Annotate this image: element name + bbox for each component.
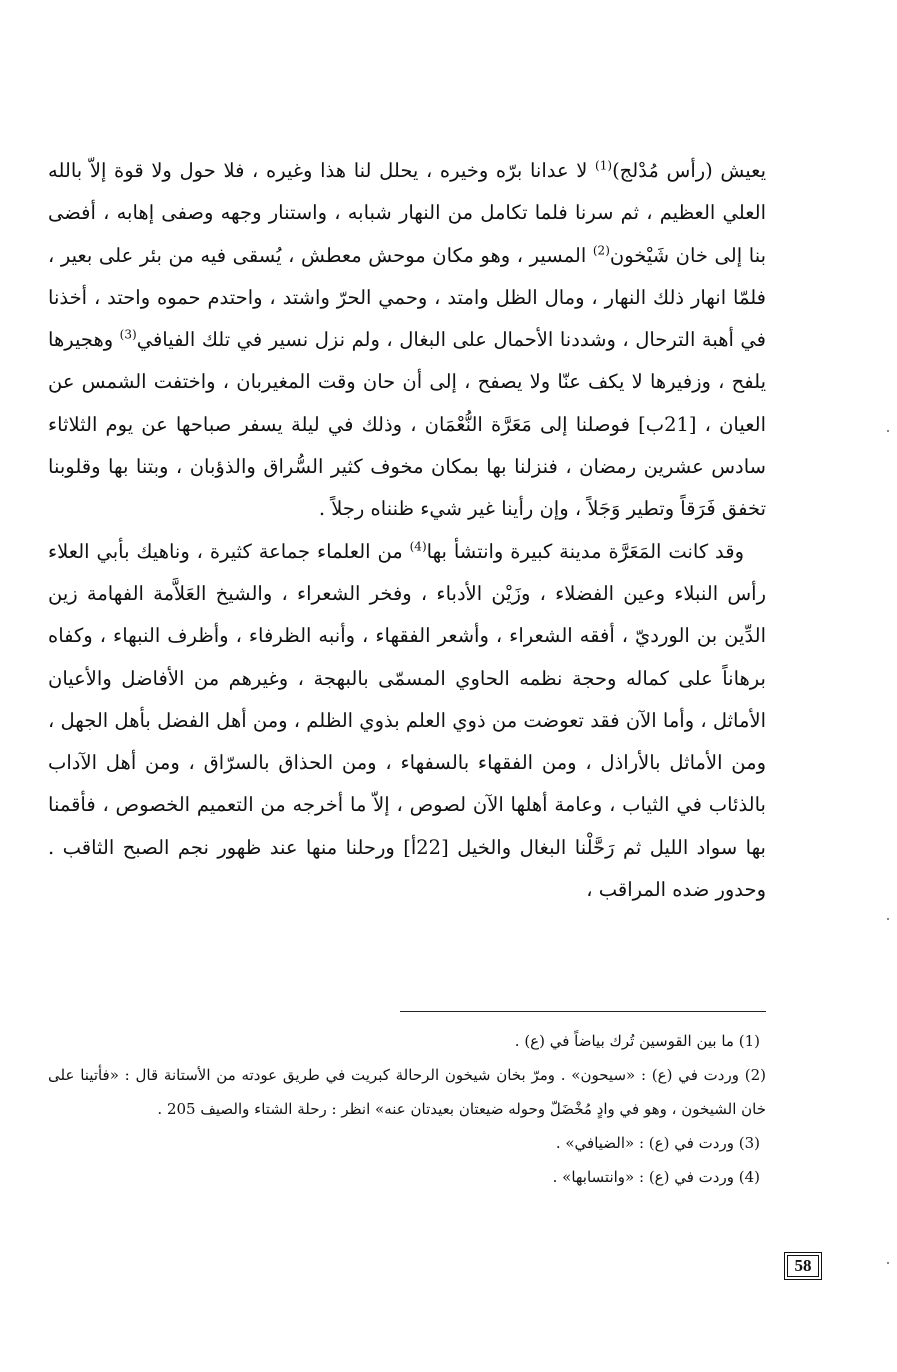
scan-mark — [887, 1262, 889, 1264]
footnote-2: (2) وردت في (ع) : «سيحون» . ومرّ بخان شيخون الرحالة كبريت في طريق عودته من الأستانة قال : «فأتينا على خان الشيخون ، وهو في وادٍ مُخْضَلّ وحوله ضيعتان بعيدتان عنه» انظر : رحلة الشتاء والصيف 205 . — [48, 1066, 766, 1118]
footnotes — [48, 1024, 766, 1194]
footnote-4: (4) وردت في (ع) : «وانتسابها» . — [552, 1168, 760, 1186]
text-run: لا عدانا برّه وخيره ، يحلل لنا هذا وغيره ، فلا حول ولا قوة إلاّ بالله العلي العظيم ، ثم سرنا فلما تكامل من النهار شبابه ، واستنار وجهه وصفى إهابه ، أفضى بنا إلى خان شَيْخون — [48, 159, 767, 267]
paragraph-1 — [48, 150, 766, 531]
footnote-3: (3) وردت في (ع) : «الضيافي» . — [555, 1134, 760, 1152]
footnote-ref-2: (2) — [592, 243, 610, 258]
footnote-ref-4: (4) — [409, 539, 427, 554]
text-run: وهجيرها يلفح ، وزفيرها لا يكف عنّا ولا يصفح ، إلى أن حان وقت المغيربان ، واختفت الشمس عن العيان ، [21ب] فوصلنا إلى مَعَرَّة النُّعْمَان ، وذلك في ليلة يسفر صباحها عن يوم الثلاثاء سادس عشرين رمضان ، فنزلنا بها بمكان مخوف كثير السُّراق والذؤبان ، وبتنا بها وقلوبنا تخفق فَرَقاً وتطير وَجَلاً ، وإن رأينا غير شيء ظنناه رجلاً . — [48, 328, 766, 521]
page-number: 58 — [784, 1252, 822, 1280]
main-text — [48, 150, 766, 911]
footnote-ref-1: (1) — [595, 158, 613, 173]
footnote-1: (1) ما بين القوسين تُرك بياضاً في (ع) . — [514, 1032, 760, 1050]
text-run: المسير ، وهو مكان موحش معطش ، يُسقى فيه من بئر على بعير ، فلمّا انهار ذلك النهار ، ومال الظل وامتد ، وحمي الحرّ واشتد ، واحتدم حموه واحتد ، أخذنا في أهبة الترحال ، وشددنا الأحمال على البغال ، ولم نزل نسير في تلك الفيافي — [48, 243, 766, 352]
footnote-separator — [400, 1011, 766, 1012]
paragraph-2 — [48, 531, 766, 912]
text-run: من العلماء جماعة كثيرة ، وناهيك بأبي العلاء رأس النبلاء وعين الفضلاء ، وزَيْن الأدباء ، وفخر الشعراء ، والشيخ العَلاَّمة الفهامة زين الدِّين بن الورديّ ، أفقه الشعراء ، وأشعر الفقهاء ، وأنبه الظرفاء ، وأظرف النبهاء ، وكفاه برهاناً على كماله وحجة نظمه الحاوي المسمّى بالبهجة ، وغيرهم من الأفاضل والأعيان الأماثل ، وأما الآن فقد تعوضت من ذوي العلم بذوي الظلم ، ومن أهل الفضل بأهل الجهل ، ومن الأماثل بالأراذل ، ومن الفقهاء بالسفهاء ، ومن الحذاق بالسرّاق ، ومن أهل الآداب بالذئاب في الثياب ، وعامة أهلها الآن لصوص ، إلاّ ما أخرجه من التعميم الخصوص ، فأقمنا بها سواد الليل ثم رَحَّلْنا البغال والخيل [22أ] ورحلنا منها عند ظهور نجم الصبح الثاقب . وحدور ضده المراقب ، — [48, 539, 766, 902]
scan-mark — [887, 918, 889, 920]
footnote-ref-3: (3) — [119, 327, 137, 342]
text-run: يعيش (رأس مُدْلج) — [612, 159, 766, 182]
text-run: وقد كانت المَعَرَّة مدينة كبيرة وانتشأ بها — [426, 539, 744, 563]
scan-mark — [887, 430, 889, 432]
